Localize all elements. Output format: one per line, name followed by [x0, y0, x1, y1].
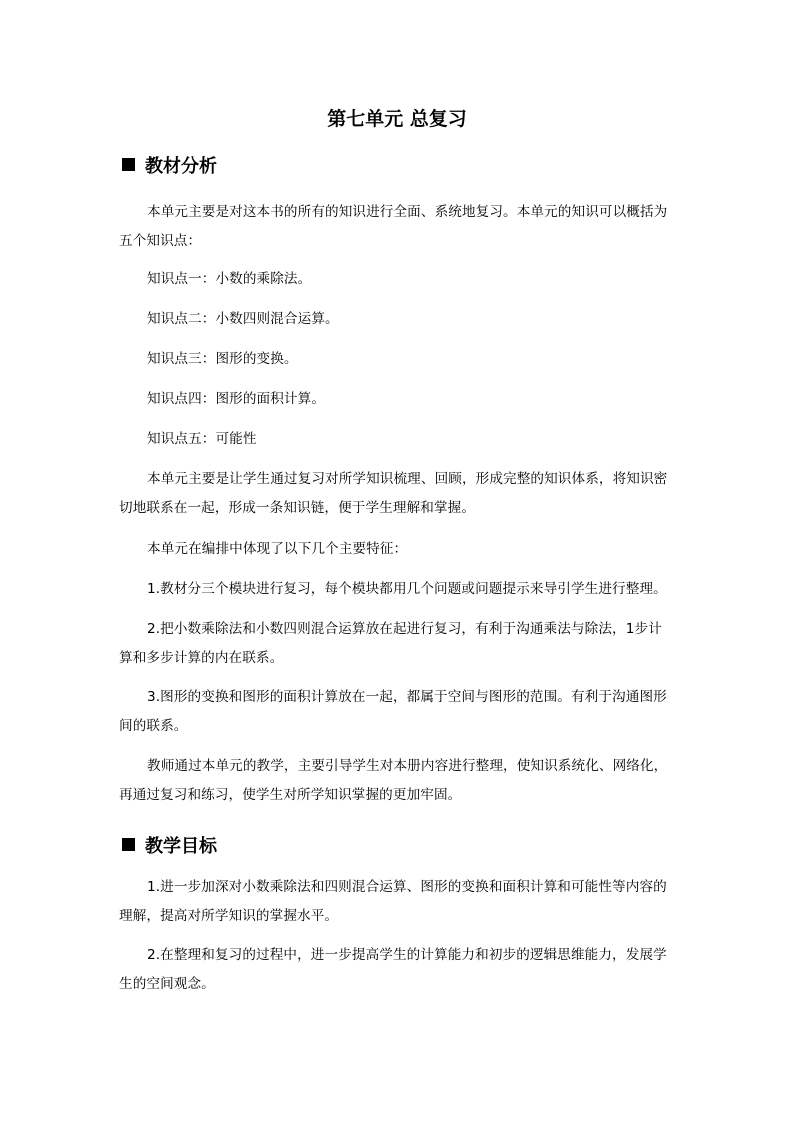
paragraph: 本单元主要是让学生通过复习对所学知识梳理、回顾，形成完整的知识体系，将知识密 切地联系在一起，形成一条知识链，便于学生理解和掌握。	[119, 471, 668, 516]
document-title: 第七单元 总复习	[327, 108, 467, 130]
paragraph: 2.把小数乘除法和小数四则混合运算放在起进行复习，有利于沟通乘法与除法，1步计 算和多步计算的内在联系。	[119, 621, 662, 666]
square-bullet-icon	[122, 158, 135, 171]
section-heading-textbook-analysis: 教材分析	[122, 152, 217, 178]
square-bullet-icon	[122, 838, 135, 851]
paragraph: 本单元主要是对这本书的所有的知识进行全面、系统地复习。本单元的知识可以概括为 五个知识点：	[119, 204, 668, 249]
paragraph: 知识点一：小数的乘除法。	[147, 271, 312, 287]
paragraph: 3.图形的变换和图形的面积计算放在一起，都属于空间与图形的范围。有利于沟通图形 间的联系。	[119, 689, 667, 734]
paragraph: 2.在整理和复习的过程中，进一步提高学生的计算能力和初步的逻辑思维能力，发展学 生的空间观念。	[119, 947, 667, 992]
paragraph: 本单元在编排中体现了以下几个主要特征：	[147, 541, 408, 557]
paragraph: 1.进一步加深对小数乘除法和四则混合运算、图形的变换和面积计算和可能性等内容的 理解，提高对所学知识的掌握水平。	[119, 879, 667, 924]
paragraph: 1.教材分三个模块进行复习，每个模块都用几个问题或问题提示来导引学生进行整理。	[147, 581, 667, 597]
section-heading-teaching-goals: 教学目标	[122, 832, 217, 858]
paragraph: 知识点三：图形的变换。	[147, 351, 298, 367]
paragraph: 知识点二：小数四则混合运算。	[147, 311, 339, 327]
paragraph: 教师通过本单元的教学，主要引导学生对本册内容进行整理，使知识系统化、网络化， 再通过复习和练习，使学生对所学知识掌握的更加牢固。	[119, 758, 668, 803]
paragraph: 知识点五：可能性	[147, 431, 257, 447]
paragraph: 知识点四：图形的面积计算。	[147, 391, 326, 407]
